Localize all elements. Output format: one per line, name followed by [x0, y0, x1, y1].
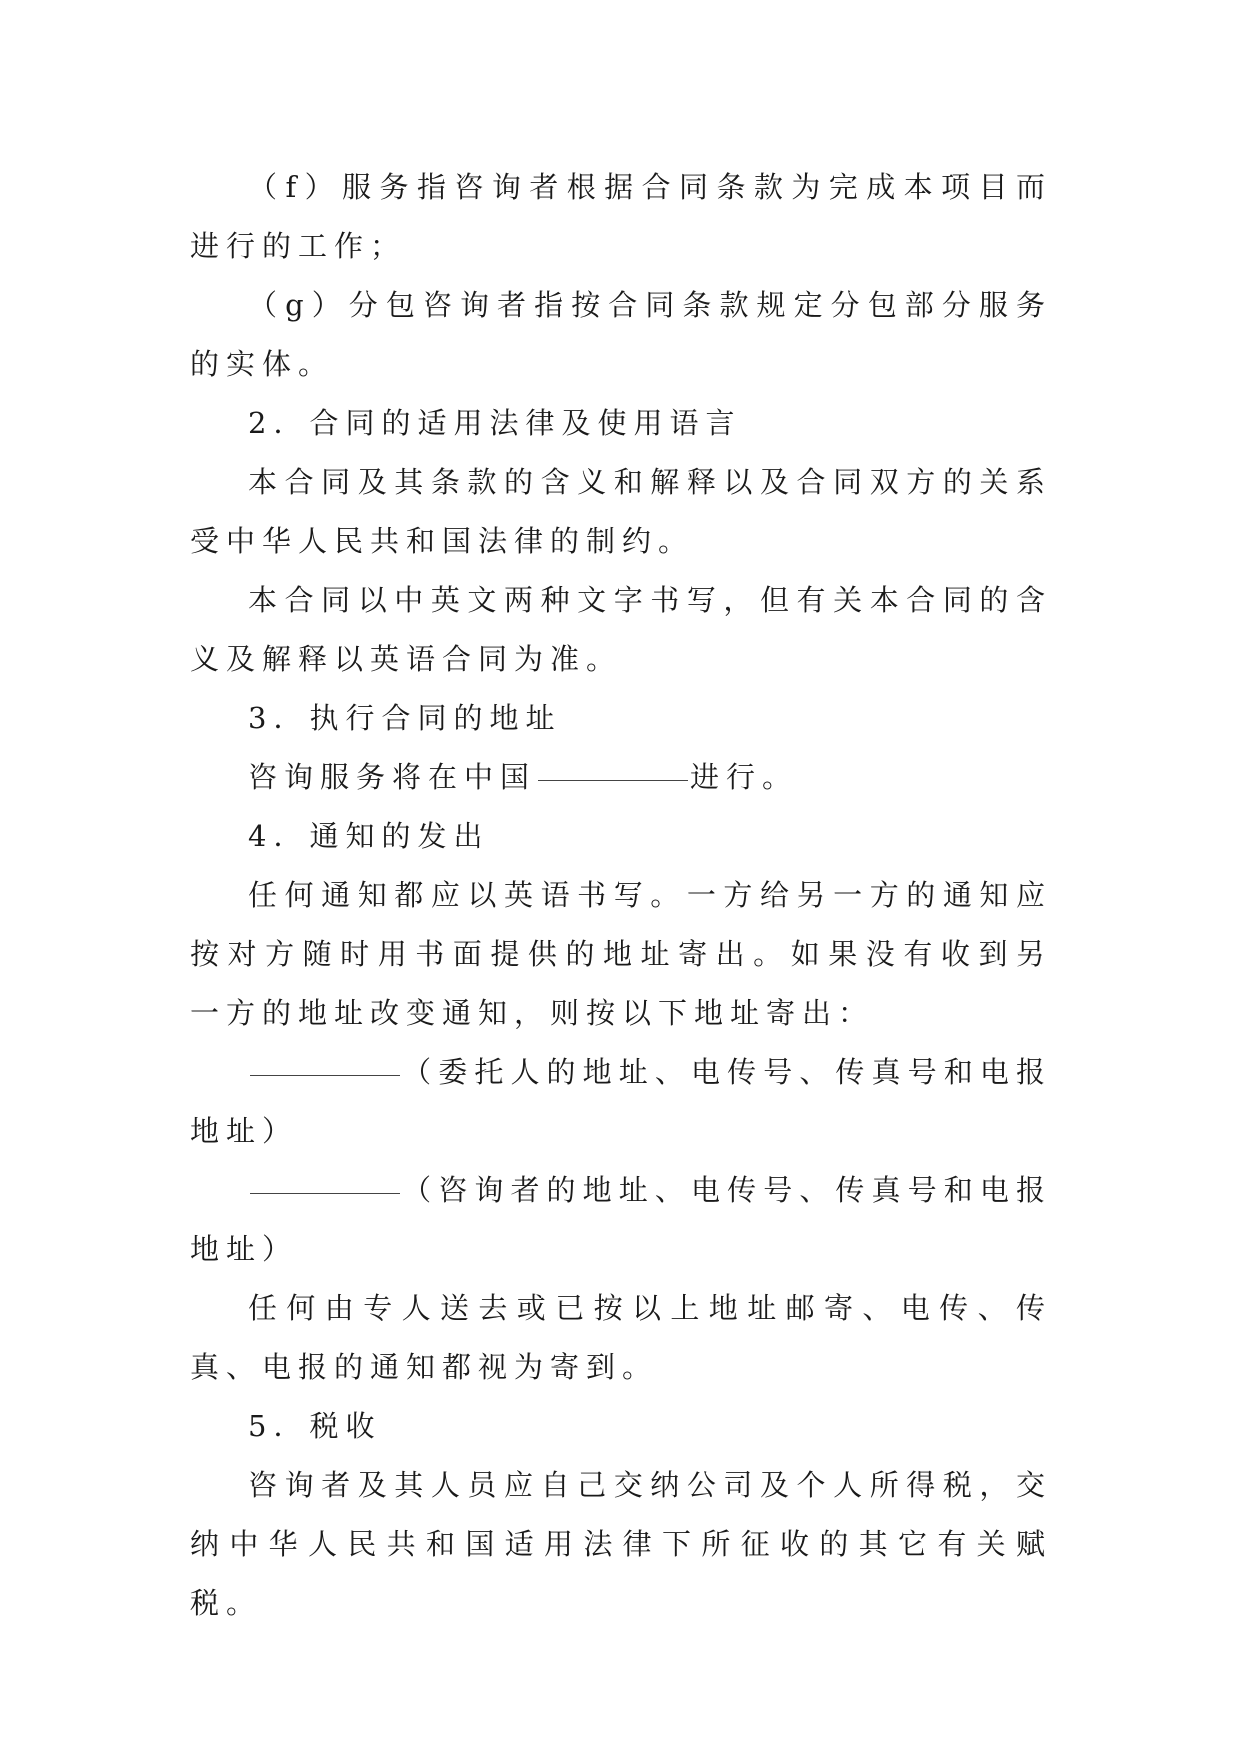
section-5-title: 5．税收	[248, 1409, 382, 1443]
client-address-blank	[250, 1075, 400, 1076]
section-3-text-before: 咨询服务将在中国	[248, 760, 537, 794]
section-3-text-after: 进行。	[690, 760, 799, 794]
section-2-title: 2．合同的适用法律及使用语言	[248, 406, 742, 440]
client-address-line	[190, 1043, 1052, 1161]
section-4-title: 4．通知的发出	[248, 819, 490, 853]
location-blank	[538, 780, 688, 781]
consultant-address-label: （咨询者的地址、电传号、传真号和电报地址）	[190, 1173, 1052, 1266]
section-5-paragraph: 咨询者及其人员应自己交纳公司及个人所得税，交纳中华人民共和国适用法律下所征收的其它有关赋税。	[190, 1468, 1052, 1620]
clause-f: （f）服务指咨询者根据合同条款为完成本项目而进行的工作；	[190, 170, 1052, 263]
consultant-address-blank	[250, 1193, 400, 1194]
consultant-address-line	[190, 1161, 1052, 1279]
section-4-paragraph-2: 任何由专人送去或已按以上地址邮寄、电传、传真、电报的通知都视为寄到。	[190, 1291, 1052, 1384]
section-2-paragraph-1: 本合同及其条款的含义和解释以及合同双方的关系受中华人民共和国法律的制约。	[190, 465, 1052, 558]
section-3-paragraph	[190, 748, 1052, 807]
section-2-paragraph-2: 本合同以中英文两种文字书写，但有关本合同的含义及解释以英语合同为准。	[190, 583, 1052, 676]
clause-g: （g）分包咨询者指按合同条款规定分包部分服务的实体。	[190, 288, 1052, 381]
section-4-paragraph-1: 任何通知都应以英语书写。一方给另一方的通知应按对方随时用书面提供的地址寄出。如果没有收到另一方的地址改变通知，则按以下地址寄出：	[190, 878, 1052, 1030]
client-address-label: （委托人的地址、电传号、传真号和电报地址）	[190, 1055, 1052, 1148]
document-page	[190, 158, 1052, 1633]
section-3-title: 3．执行合同的地址	[248, 701, 562, 735]
